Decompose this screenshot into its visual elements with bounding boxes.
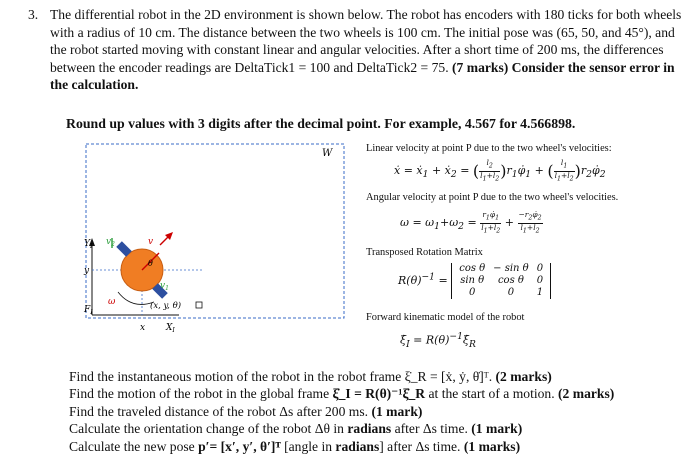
- v2-sub: 2: [111, 241, 115, 248]
- xi-sub: I: [172, 327, 175, 334]
- question-block: [28, 6, 694, 94]
- xi-label: X: [166, 323, 173, 333]
- rotation-matrix-title: Transposed Rotation Matrix: [366, 247, 483, 258]
- rotation-matrix-equation: $R(\theta)^{-1}$ = cos θ − sin θ 0 sin θ cos θ 0 0 0 1: [398, 263, 551, 299]
- theta-label: θ: [148, 259, 153, 268]
- forward-model-title: Forward kinematic model of the robot: [366, 312, 525, 323]
- y-label: y: [84, 266, 90, 276]
- rounding-instruction: Round up values with 3 digits after the decimal point. For example, 4.567 for 4.566898.: [66, 116, 576, 131]
- v-label: v: [148, 237, 154, 247]
- w-label: W: [322, 148, 333, 159]
- svg-text:v1: [160, 281, 169, 292]
- task-1: Find the instantaneous motion of the robot in the robot frame ξ̇_R = [ẋ, ẏ, θ̇]ᵀ. (2 marks): [69, 369, 552, 384]
- question-text: [50, 6, 694, 94]
- v1-label: v: [160, 281, 166, 291]
- angular-velocity-title: Angular velocity at point P due to the two wheel's velocities.: [366, 192, 619, 203]
- linear-velocity-equation: ẋ = ẋ$_1$ + ẋ$_2$ = ( $\frac{l_2}{l_1+l_2}$ )$r_1\varphi̇_1$ + ( $\frac{l_1}{l_1+l_2}$ )$r_2\varphi̇_2$: [394, 158, 606, 182]
- question-number: 3.: [28, 7, 39, 22]
- omega-label: ω: [108, 297, 116, 307]
- fi-sub: I: [90, 309, 93, 316]
- v1-sub: 1: [165, 285, 169, 292]
- task-2: Find the motion of the robot in the global frame ξ̇_I = R(θ)⁻¹ξ̇_R at the start of a motion. (2 marks): [69, 386, 615, 402]
- task-4: Calculate the orientation change of the robot Δθ in radians after Δs time. (1 mark): [69, 421, 523, 437]
- task-list: [69, 368, 694, 455]
- question-body: The differential robot in the 2D environment is shown below. The robot has encoders with 180 ticks for both wheels with a radius of 10 cm. The distance between the two wheels is 100 cm. The initial pose was (65, 50, and 45°), and the robot started moving with constant linear and angular velocities. After a short time of 200 ms, the differences between the encoder readings are DeltaTick1 = 100 and DeltaTick2 = 75.: [50, 7, 682, 75]
- x-label: x: [140, 323, 146, 333]
- yi-sub: I: [89, 243, 93, 250]
- question-marks: (7 marks) Consider the sensor error in the calculation.: [50, 59, 675, 93]
- angular-velocity-equation: $\omega = \omega_1+\omega_2$ = $\frac{r_1\varphi̇_1}{l_1+l_2}$ + $\frac{-r_2\varphi̇_2}{l_1+l_2}$: [400, 210, 542, 234]
- v2-label: v: [106, 237, 112, 247]
- svg-text:XI: [165, 323, 175, 334]
- linear-velocity-title: Linear velocity at point P due to the two wheel's velocities:: [366, 143, 612, 154]
- pose-label: (x, y, θ): [150, 301, 182, 311]
- omega-arc: [118, 292, 154, 304]
- forward-model-equation: $\xi̇_I$ = $R(\theta)^{-1}\xi̇_R$: [400, 331, 476, 350]
- yi-label: Y: [84, 239, 90, 249]
- rotation-matrix: cos θ − sin θ 0 sin θ cos θ 0 0 0 1: [451, 263, 551, 299]
- robot-diagram: [84, 142, 348, 334]
- world-frame-border: [86, 144, 344, 318]
- svg-text:v2: [106, 237, 115, 248]
- task-5: Calculate the new pose p′= [x′, y′, θ′]ᵀ [angle in radians] after Δs time. (1 marks): [69, 438, 521, 454]
- fi-label: F: [84, 305, 91, 315]
- task-3: Find the traveled distance of the robot Δs after 200 ms. (1 mark): [69, 403, 423, 419]
